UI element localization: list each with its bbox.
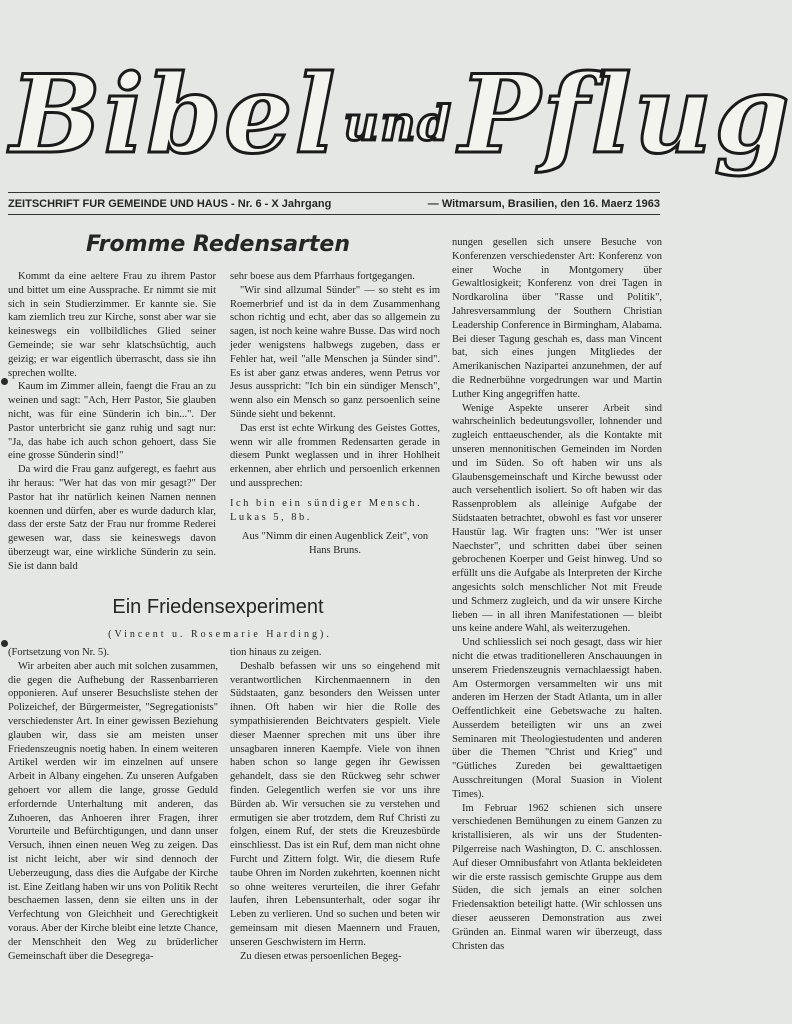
masthead-title-bibel: Bibel [10, 52, 338, 178]
article1-column-2 [230, 270, 440, 588]
article2-paragraph: Deshalb befassen wir uns so eingehend mit verantwortlichen Kirchenmaennern in den Südstaaten, ganz besonders den Weissen unter ihnen. Oft haben wir hier die Rolle des sympathisierenden Beichtvaters gespielt. Viele dieser Maenner sprechen mit uns über ihre unsagbaren inneren Kaempfe. Viele von ihnen haben schon so lange gegen ihr Gewissen gehandelt, dass sie den Rückweg sehr schwer finden. Gelegentlich werfen sie vor uns ihre Bürden ab. Wir versuchen sie zu verstehen und ermutigen sie aber trotzdem, dem Ruf Christi zu folgen, einem Ruf, der stets die Kreuzesbürde einschliesst. Das ist ein Ruf, dem man nicht ohne Furcht und Zittern folgt. Wir, die diesem Rufe taube Ohren im Norden zukehrten, koennen nicht so ohne weiteres verurteilen, die ihrer Gefahr laufen, ihren Lebensunterhalt, oder sogar ihr Leben zu verlieren. Und so suchen und beten wir gemeinsam mit diesen Maennern und Frauen, unseren Geschwistern im Herrn. [230, 660, 440, 948]
publication-line [8, 196, 660, 212]
bible-quote: Ich bin ein sündiger Mensch. Lukas 5, 8b. [230, 497, 423, 523]
article2-column-1 [8, 646, 218, 1016]
publication-date: — Witmarsum, Brasilien, den 16. Maerz 1963 [427, 198, 660, 210]
article2-paragraph: (Fortsetzung von Nr. 5). [8, 647, 110, 658]
article1-paragraph: sehr boese aus dem Pfarrhaus fortgegangen. [230, 271, 415, 282]
quote-source: Aus "Nimm dir einen Augenblick Zeit", von Hans Bruns. [241, 531, 429, 557]
article2-paragraph: nungen gesellen sich unsere Besuche von Konferenzen verschiedenster Art: Konferenz von einer Woche in Montgomery über Gewaltlosigkeit; Konferenz von drei Tagen in Nordkarolina über "Rasse und Politik", Jahresversammlung der Southern Christian Leadership Conference in Birmingham, Alabama. Bei dieser Tagung geschah es, dass man Vincent bat, sich eines jungen Mitgliedes der Amerikanischen Nazipartei anzunehmen, der auf die Rednerbühne vorgedrungen war und Martin Luther King angegriffen hatte. [452, 237, 662, 400]
top-rule [8, 192, 660, 193]
article1-column-1 [8, 270, 216, 588]
article2-paragraph: Und schliesslich sei noch gesagt, dass wir hier nicht die etwas traditionelleren Anschauungen in unserem Friedenszeugnis vernachlaessigt haben. Am Ostermorgen versammelten wir uns mit anderen im Herzen der Stadt Atlanta, um in aller Oeffentlichkeit eine Gebetswache zu halten. Ausserdem beteiligten wir uns an zwei Seminaren mit Theologiestudenten und anderen über die Themen "Christ und Krieg" und "Gütliches Zureden bei gewalttaetigen Ausschreitungen (Moral Suasion in Violent Times). [452, 637, 662, 800]
article2-column-2 [230, 646, 440, 1016]
article1-paragraph: Das erst ist echte Wirkung des Geistes Gottes, wenn wir alle frommen Redensarten gerade in diesem Punkt weglassen und in ihrer Hohlheit erkennen, aber ehrlich und persoenlich erkennen und aussprechen: [230, 422, 440, 489]
article1-headline: Fromme Redensarten [86, 232, 350, 257]
masthead-title-und: und [343, 96, 453, 152]
article2-column-3 [452, 236, 662, 1016]
bottom-rule [8, 214, 660, 215]
article2-paragraph: Wenige Aspekte unserer Arbeit sind wahrscheinlich bedeutungsvoller, lohnender und zugleich enttaeuschender, als die Kontakte mit unseren mennonitischen Gemeinden im Norden und im Süden. So oft haben wir uns als Glaubensgemeinschaft und Kirche bewusst oder auch versehentlich isoliert. So oft haben wir das Rassenproblem als alleinige Aufgabe der Südstaaten betrachtet, obwohl es fast vor unserer Haustür lag. Wir fragten uns: "Wer ist unser Naechster", und schritten dabei über seinen gebrochenen Koerper und Geist hinweg. Und so erfüllt uns die Aufgabe als Interpreten der Kirche angesichts solch menschlicher Not mit Freude und Schmerz zugleich, und da wir unsere Kirche lieben — in all ihren Manifestationen — bleibt uns keine andere Wahl, als weiterzugehen. [452, 402, 662, 635]
article2-headline: Ein Friedensexperiment [112, 596, 324, 618]
article1-paragraph: "Wir sind allzumal Sünder" — so steht es im Roemerbrief und ist da in dem Zusammenhang schon richtig und echt, aber das so allgemein zu sagen, ist noch keine wahre Busse. Das wird noch jeder wenigstens halbwegs zugeben, dass er Fehler hat, weil "alle Menschen ja Sünder sind". Es ist aber ganz etwas anderes, wenn Petrus vor Jesus ausspricht: "Ich bin ein sündiger Mensch", wenn also ein Mensch so ganz persoenlich seine Sünde sieht und bekennt. [230, 284, 440, 420]
article2-paragraph: Im Februar 1962 schienen sich unsere verschiedenen Bemühungen zu einem Ganzen zu kristallisieren, als wir uns der Studenten-Pilgerreise nach Washington, D. C. anschlossen. Auf dieser Omnibusfahrt von Atlanta bekleideten wir die erste rassisch gemischte Gruppe aus dem Süden, die sich jemals an einer solchen Friedensaktion beteiligt hatte. (Wir schlossen uns dieser aeusseren Demonstration aus zwei Gründen an. Einmal waren wir überzeugt, dass Christen das [452, 802, 662, 952]
article1-paragraph: Kaum im Zimmer allein, faengt die Frau an zu weinen und sagt: "Ach, Herr Pastor, Sie glauben nicht, was für eine Sünderin ich bin...". Der Pastor unterbricht sie ganz ruhig und sagt nur: "Ja, das habe ich auch schon gehoert, dass Sie eine grosse Sünderin sind!" [8, 381, 216, 462]
article2-paragraph: Wir arbeiten aber auch mit solchen zusammen, die gegen die Aufhebung der Rassenbarrieren opponieren. Auf unserer Besuchsliste stehen der Polizeichef, der Bürgermeister, "Segregationists" verschiedenster Art. In einer gewissen Beziehung glauben wir, dass sie am meisten unser Friedenszeugnis noetig haben. In einem weiteren Artikel werden wir im einzelnen auf unsere Arbeit in Albany eingehen. Zu unseren Aufgaben gehoert vor allem die lange, grosse Geduld erfordernde Unterhaltung mit anderen, das Zuhoeren, das Anhoeren ihrer Fragen, ihrer Vorurteile und Befürchtigungen, und dann unser Versuch, ihnen einen neuen Weg zu zeigen. Das ist nicht leicht, aber wir sind dennoch der Ueberzeugung, dass dies die Aufgabe der Kirche ist. Eine Zeitlang haben wir uns von Politik Recht beschaemen lassen, denn sie eilten uns in der Verfechtung von Gleichheit und Gerechtigkeit voraus. Aber der Kirche bleibt eine letzte Chance, der Menschheit den Weg zu brüderlicher Gemeinschaft über die Desegrega- [8, 660, 218, 962]
article1-paragraph: Kommt da eine aeltere Frau zu ihrem Pastor und bittet um eine Aussprache. Er nimmt sie mit sich in sein Studierzimmer. Er kannte sie. Sie kam ziemlich treu zur Kirche, sonst aber war sie keineswegs ein vollbildliches Glied seiner Gemeinde; sie war sehr klatschsüchtig, auch geizig; er war eigentlich überrascht, dass sie ihn sprechen wollte. [8, 271, 216, 379]
masthead [10, 40, 792, 190]
publication-info: ZEITSCHRIFT FUR GEMEINDE UND HAUS - Nr. 6 - X Jahrgang [8, 198, 332, 210]
article1-paragraph: Da wird die Frau ganz aufgeregt, es faehrt aus ihr heraus: "Wer hat das von mir gesagt?" Der Pastor hat ihr natürlich keinen Namen nennen koennen und dürfen, aber es wurde dadurch klar, dass der erste Satz der Frau nur fromme Rederei gewesen war, dass sie keineswegs davon überzeugt war, eine wirkliche Sünderin zu sein. Sie ist dann bald [8, 464, 216, 572]
article2-authors: (Vincent u. Rosemarie Harding). [108, 629, 332, 640]
punch-hole [1, 378, 8, 385]
article2-paragraph: Zu diesen etwas persoenlichen Begeg- [240, 950, 402, 962]
punch-hole [1, 640, 8, 647]
article2-paragraph: tion hinaus zu zeigen. [230, 647, 322, 658]
masthead-title-pflug: Pflug [458, 52, 792, 178]
